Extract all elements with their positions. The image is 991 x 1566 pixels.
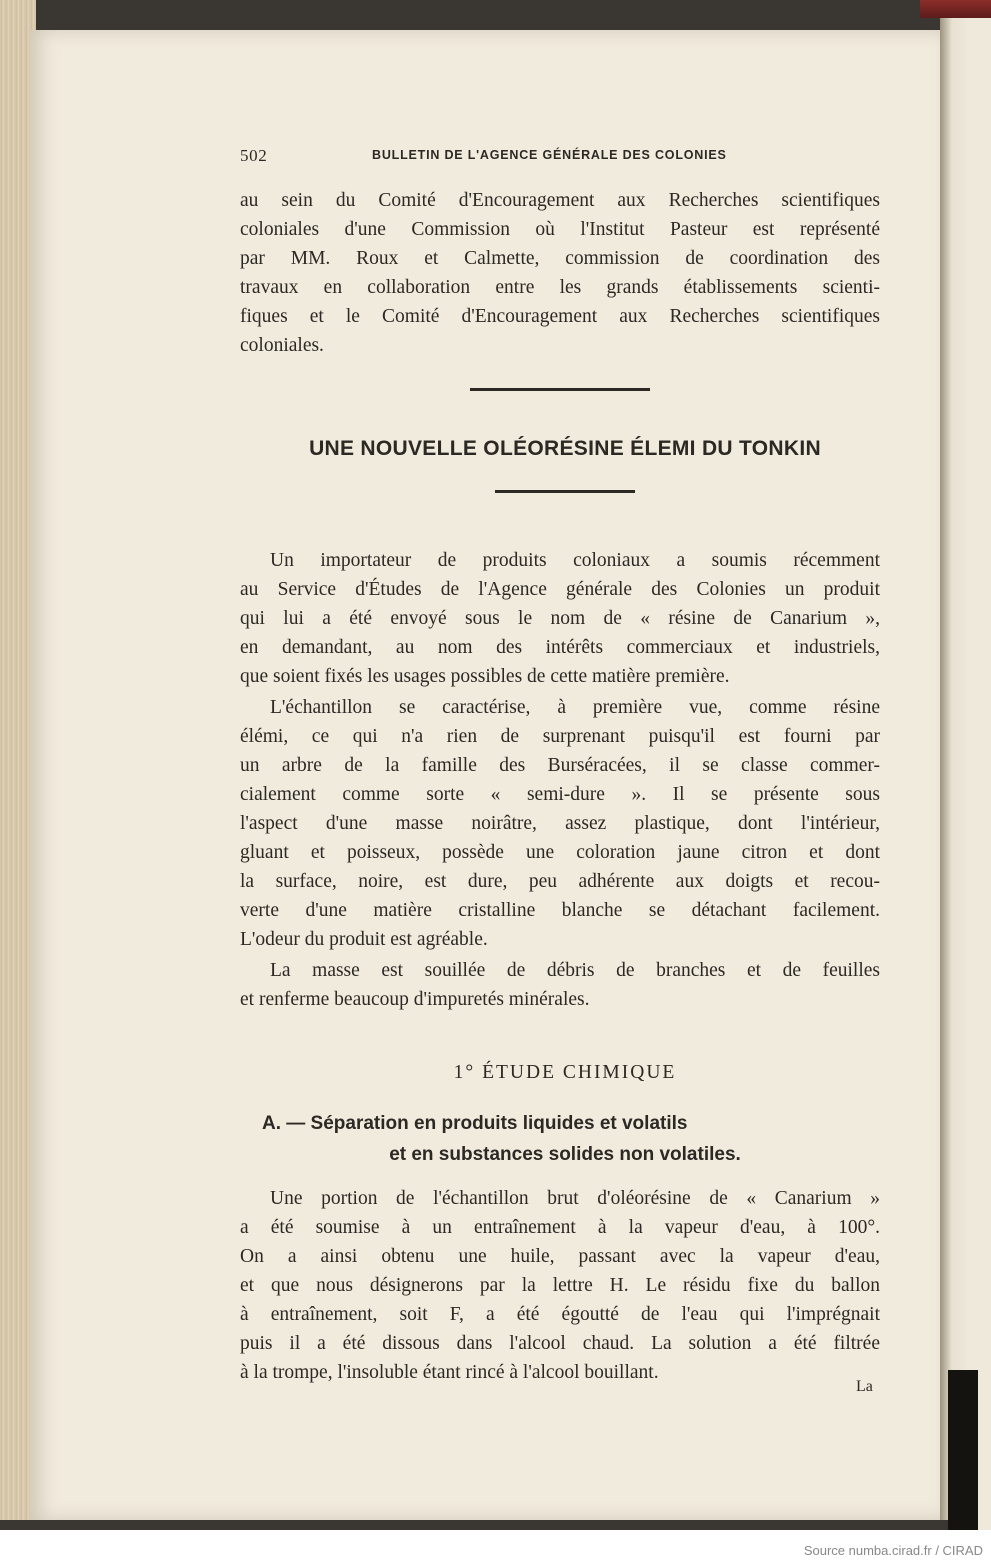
body-line: verte d'une matière cristalline blanche se détachant facilement. bbox=[240, 900, 880, 921]
intro-line: par MM. Roux et Calmette, commission de coordination des bbox=[240, 248, 880, 269]
running-title: BULLETIN DE L'AGENCE GÉNÉRALE DES COLONIES bbox=[372, 148, 727, 162]
body-line: en demandant, au nom des intérêts commerciaux et industriels, bbox=[240, 637, 880, 658]
catch-word: La bbox=[856, 1378, 873, 1395]
bookmark-ribbon bbox=[948, 1370, 978, 1530]
body-line: a été soumise à un entraînement à la vapeur d'eau, à 100°. bbox=[240, 1217, 880, 1238]
intro-line: au sein du Comité d'Encouragement aux Recherches scientifiques bbox=[240, 190, 880, 211]
body-line: Une portion de l'échantillon brut d'oléorésine de « Canarium » bbox=[270, 1188, 880, 1209]
intro-line: coloniales. bbox=[240, 335, 324, 356]
body-line: au Service d'Études de l'Agence générale des Colonies un produit bbox=[240, 579, 880, 600]
book-binding bbox=[920, 0, 991, 18]
intro-line: coloniales d'une Commission où l'Institut Pasteur est représenté bbox=[240, 219, 880, 240]
section-heading: 1° ÉTUDE CHIMIQUE bbox=[453, 1062, 677, 1083]
body-line: qui lui a été envoyé sous le nom de « résine de Canarium », bbox=[240, 608, 880, 629]
body-line: à la trompe, l'insoluble étant rincé à l'alcool bouillant. bbox=[240, 1362, 659, 1383]
body-line: un arbre de la famille des Burséracées, il se classe commer- bbox=[240, 755, 880, 776]
body-line: élémi, ce qui n'a rien de surprenant puisqu'il est fourni par bbox=[240, 726, 880, 747]
body-line: L'odeur du produit est agréable. bbox=[240, 929, 488, 950]
body-line: et renferme beaucoup d'impuretés minérales. bbox=[240, 989, 590, 1010]
body-line: à entraînement, soit F, a été égoutté de l'eau qui l'imprégnait bbox=[240, 1304, 880, 1325]
body-line: la surface, noire, est dure, peu adhérente aux doigts et recou- bbox=[240, 871, 880, 892]
body-line: que soient fixés les usages possibles de cette matière première. bbox=[240, 666, 730, 687]
divider-rule bbox=[470, 388, 650, 391]
body-line: l'aspect d'une masse noirâtre, assez plastique, dont l'intérieur, bbox=[240, 813, 880, 834]
subheading-line: et en substances solides non volatiles. bbox=[389, 1144, 741, 1165]
body-line: cialement comme sorte « semi-dure ». Il se présente sous bbox=[240, 784, 880, 805]
page-number: 502 bbox=[240, 146, 268, 165]
article-title: UNE NOUVELLE OLÉORÉSINE ÉLEMI DU TONKIN bbox=[309, 437, 821, 460]
source-credit: Source numba.cirad.fr / CIRAD bbox=[803, 1543, 983, 1558]
intro-line: travaux en collaboration entre les grands établissements scienti- bbox=[240, 277, 880, 298]
body-line: On a ainsi obtenu une huile, passant avec la vapeur d'eau, bbox=[240, 1246, 880, 1267]
body-line: gluant et poisseux, possède une coloration jaune citron et dont bbox=[240, 842, 880, 863]
body-line: L'échantillon se caractérise, à première vue, comme résine bbox=[270, 697, 880, 718]
intro-line: fiques et le Comité d'Encouragement aux Recherches scientifiques bbox=[240, 306, 880, 327]
body-line: Un importateur de produits coloniaux a soumis récemment bbox=[270, 550, 880, 571]
title-underline bbox=[495, 490, 635, 493]
facing-page bbox=[966, 0, 991, 1530]
subheading-line: A. — Séparation en produits liquides et volatils bbox=[262, 1113, 688, 1134]
body-line: puis il a été dissous dans l'alcool chaud. La solution a été filtrée bbox=[240, 1333, 880, 1354]
body-line: La masse est souillée de débris de branches et de feuilles bbox=[270, 960, 880, 981]
body-line: et que nous désignerons par la lettre H. Le résidu fixe du ballon bbox=[240, 1275, 880, 1296]
